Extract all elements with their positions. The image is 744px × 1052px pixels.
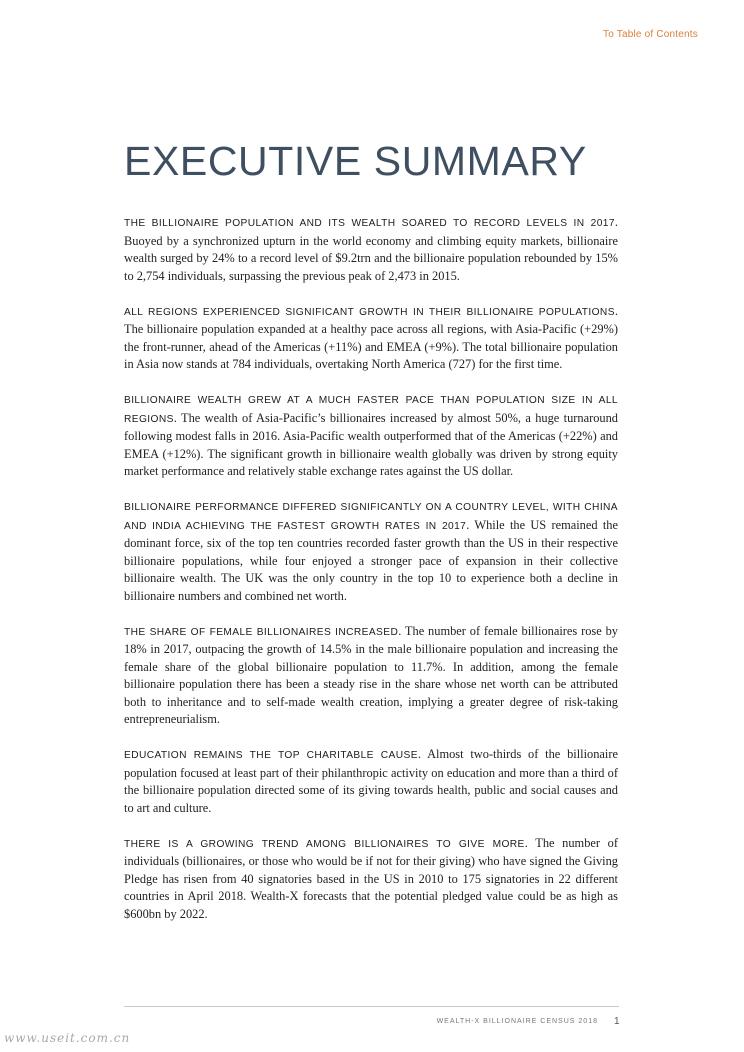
paragraph-lead: ALL REGIONS EXPERIENCED SIGNIFICANT GROWTH IN THEIR BILLIONAIRE POPULATIONS <box>124 306 615 318</box>
paragraph-lead: EDUCATION REMAINS THE TOP CHARITABLE CAUSE <box>124 750 418 761</box>
paragraph-body: . Buoyed by a synchronized upturn in the world economy and climbing equity markets, billionaire wealth surged by 24% to a record level of $9.2trn and the billionaire population rebounded by 15% to 2,754 individuals, surpassing the previous peak of 2,473 in 2015. <box>124 215 618 283</box>
paragraph-lead: BILLIONAIRE WEALTH GREW AT A MUCH FASTER PACE THAN POPULATION SIZE IN ALL REGIONS <box>124 395 618 425</box>
paragraph-body: . The number of individuals (billionaires, or those who would be if not for their giving) who have signed the Giving Pledge has risen from 40 signatories based in the US in 2010 to 175 signatories in 22 different countries in April 2018. Wealth-X forecasts that the potential pledged value could be as high as $600bn by 2022. <box>124 835 618 921</box>
summary-paragraph <box>124 746 618 817</box>
paragraph-body: . The wealth of Asia-Pacific’s billionaires increased by almost 50%, a huge turnaround following modest falls in 2016. Asia-Pacific wealth outperformed that of the Americas (+22%) and EMEA (+12%). The significant growth in billionaire wealth globally was driven by strong equity market performance and relatively stable exchange rates against the US dollar. <box>124 410 618 478</box>
summary-paragraph <box>124 835 618 924</box>
summary-paragraph <box>124 623 618 729</box>
summary-paragraph <box>124 391 618 481</box>
summary-paragraph <box>124 303 618 374</box>
summary-content <box>124 214 618 941</box>
paragraph-body: . The billionaire population expanded at a healthy pace across all regions, with Asia-Pacific (+29%) the front-runner, ahead of the Americas (+11%) and EMEA (+9%). The total billionaire population in Asia now stands at 784 individuals, overtaking North America (727) for the first time. <box>124 303 618 371</box>
page-number: 1 <box>614 1016 620 1027</box>
paragraph-lead: THE BILLIONAIRE POPULATION AND ITS WEALTH SOARED TO RECORD LEVELS IN 2017 <box>124 218 615 229</box>
paragraph-body: . The number of female billionaires rose by 18% in 2017, outpacing the growth of 14.5% in the male billionaire population and increasing the female share of the global billionaire population to 11.7%. In addition, among the female billionaire population there has been a steady rise in the share whose net worth can be attributed both to inheritance and to self-made wealth creation, implying a greater degree of risk-taking entrepreneurialism. <box>124 623 618 726</box>
summary-paragraph <box>124 214 618 285</box>
paragraph-body: . While the US remained the dominant force, six of the top ten countries recorded faster growth than the US in their respective billionaire populations, while four enjoyed a stronger pace of expansion in their collective billionaire wealth. The UK was the only country in the top 10 to experience both a decline in billionaire numbers and combined net worth. <box>124 517 618 603</box>
paragraph-lead: THE SHARE OF FEMALE BILLIONAIRES INCREASED <box>124 626 399 638</box>
footer-divider <box>124 1006 619 1007</box>
page-title: EXECUTIVE SUMMARY <box>124 138 587 184</box>
watermark: www.useit.com.cn <box>4 1031 131 1045</box>
paragraph-body: . Almost two-thirds of the billionaire population focused at least part of their philanthropic activity on education and more than a third of the billionaire population directed some of its giving towards health, public and social causes and to art and culture. <box>124 747 618 815</box>
footer-publication-title: WEALTH-X BILLIONAIRE CENSUS 2018 <box>436 1018 598 1025</box>
paragraph-lead: THERE IS A GROWING TREND AMONG BILLIONAIRES TO GIVE MORE <box>124 838 525 850</box>
paragraph-lead: BILLIONAIRE PERFORMANCE DIFFERED SIGNIFICANTLY ON A COUNTRY LEVEL, WITH CHINA AND INDIA ACHIEVING THE FASTEST GROWTH RATES IN 2017 <box>124 502 618 532</box>
table-of-contents-link[interactable]: To Table of Contents <box>603 29 698 40</box>
summary-paragraph <box>124 498 618 605</box>
